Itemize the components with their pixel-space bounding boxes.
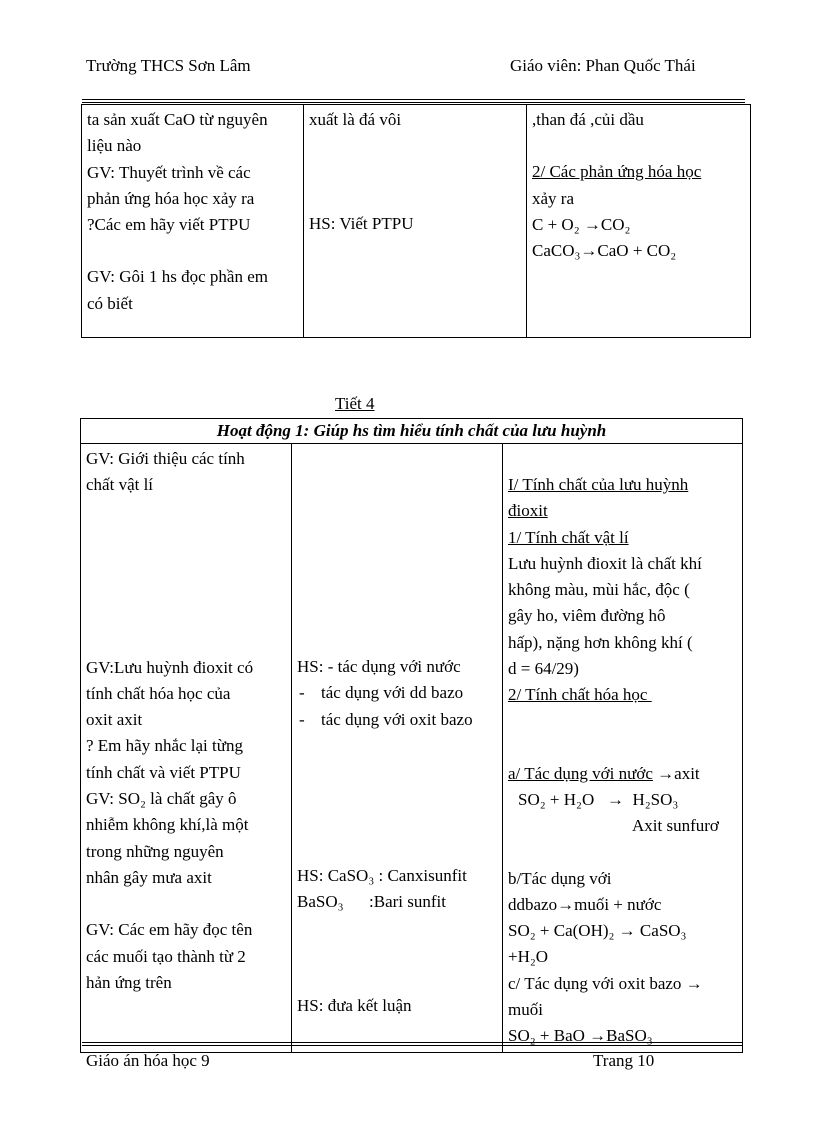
t2-equation: SO₂ + Ca(OH)₂ → CaSO₃ — [508, 921, 687, 941]
t1-student-col — [304, 105, 527, 338]
t2-content-col — [503, 444, 743, 1053]
t2-col1-line: GV: Giới thiệu các tính — [86, 449, 245, 468]
t2-col1-line: trong những nguyên — [86, 841, 224, 861]
t2-acid-name: Axit sunfurơ — [632, 816, 719, 836]
activity-title: Hoạt động 1: Giúp hs tìm hiểu tính chất của lưu huỳnh — [81, 419, 743, 444]
t2-col1-line: nhiễm không khí,là một — [86, 815, 249, 835]
t2-col1-line: hản ứng trên — [86, 972, 172, 992]
t2-col1-line: tính chất hóa học của — [86, 683, 231, 703]
t2-col2-line: BaSO₃ :Bari sunfit — [297, 892, 447, 912]
t2-student-col — [292, 444, 503, 1053]
t2-heading-1: I/ Tính chất của lưu huỳnh — [508, 475, 689, 494]
t1-col1-gap — [87, 238, 299, 264]
t2-col1-line: GV:Lưu huỳnh đioxit có — [86, 657, 254, 677]
lesson-title: Tiết 4 — [335, 394, 375, 413]
t1-col1-line: GV: Gôi 1 hs đọc phần em — [87, 267, 268, 287]
t2-col1-line: GV: Các em hãy đọc tên — [86, 920, 253, 940]
t1-content-col — [527, 105, 751, 338]
t1-col1-line: ta sản xuất CaO từ nguyên — [87, 110, 268, 129]
t2-part-b-line: b/Tác dụng với — [508, 868, 612, 888]
t1-section-heading: 2/ Các phản ứng hóa học — [532, 162, 702, 182]
t2-phys-line: d = 64/29) — [508, 659, 579, 679]
t2-part-c-line: muối — [508, 1000, 543, 1020]
t2-heading-3: 2/ Tính chất hóa học — [508, 685, 652, 705]
t2-col1-line: GV: SO₂ là chất gây ô — [86, 789, 237, 809]
t2-col1-line: các muối tạo thành từ 2 — [86, 946, 246, 966]
t1-equation: CaCO₃→CaO + CO₂ — [532, 241, 677, 261]
t1-teacher-col — [82, 105, 304, 338]
t2-col1-line: oxit axit — [86, 710, 143, 730]
t2-phys-line: Lưu huỳnh đioxit là chất khí — [508, 553, 702, 573]
t2-col2-line: HS: CaSO₃ : Canxisunfit — [297, 865, 467, 885]
t2-col1-line: tính chất và viết PTPU — [86, 762, 241, 782]
t2-equation: SO₂ + BaO →BaSO₃ — [508, 1026, 653, 1046]
t1-equation: C + O₂ →CO₂ — [532, 214, 631, 234]
t2-equation: SO₂ + H₂O → H₂SO₃ — [518, 789, 679, 809]
t2-equation: +H₂O — [508, 947, 549, 967]
footer-subject: Giáo án hóa học 9 — [86, 1051, 210, 1070]
t1-col1-line: ?Các em hãy viết PTPU — [87, 215, 251, 235]
t2-part-a-title: a/ Tác dụng với nước →axit — [508, 763, 700, 783]
t2-col1-line: chất vật lí — [86, 475, 154, 495]
t1-col2-line: HS: Viết PTPU — [309, 214, 414, 234]
header-teacher: Giáo viên: Phan Quốc Thái — [510, 56, 696, 75]
t2-col2-line: HS: - tác dụng với nước — [297, 657, 461, 676]
t2-part-b-line: ddbazo→muối + nước — [508, 894, 662, 914]
footer-rule — [82, 1042, 743, 1046]
t2-col2-bullet: - tác dụng với oxit bazo — [299, 709, 473, 729]
t1-col1-line: có biết — [87, 293, 133, 313]
t2-col1-line: nhân gây mưa axit — [86, 867, 212, 887]
t2-phys-line: không màu, mùi hắc, độc ( — [508, 580, 690, 600]
t2-phys-line: hấp), nặng hơn không khí ( — [508, 632, 693, 652]
t1-section-heading-cont: xảy ra — [532, 188, 575, 208]
t1-col1-line: GV: Thuyết trình về các — [87, 162, 251, 182]
t2-heading-2: 1/ Tính chất vật lí — [508, 527, 629, 547]
t2-part-c-line: c/ Tác dụng với oxit bazo → — [508, 973, 703, 993]
header-rule — [82, 99, 745, 103]
continuation-table — [81, 104, 751, 338]
t2-col2-bullet: - tác dụng với dd bazo — [299, 683, 464, 703]
header-school: Trường THCS Sơn Lâm — [86, 56, 251, 75]
t1-col1-line: liệu nào — [87, 136, 142, 156]
t2-col2-line: HS: đưa kết luận — [297, 996, 412, 1016]
t2-heading-1-cont: đioxit — [508, 501, 548, 521]
t1-col2-line: xuất là đá vôi — [309, 110, 402, 129]
t1-col1-line: phản ứng hóa học xảy ra — [87, 188, 255, 208]
t2-teacher-col — [81, 444, 292, 1053]
t2-phys-line: gây ho, viêm đường hô — [508, 606, 666, 626]
lesson-table — [80, 418, 743, 1053]
t2-col1-line: ? Em hãy nhắc lại từng — [86, 736, 243, 756]
footer-page-number: Trang 10 — [593, 1051, 655, 1070]
t1-col3-line: ,than đá ,củi dầu — [532, 110, 644, 129]
